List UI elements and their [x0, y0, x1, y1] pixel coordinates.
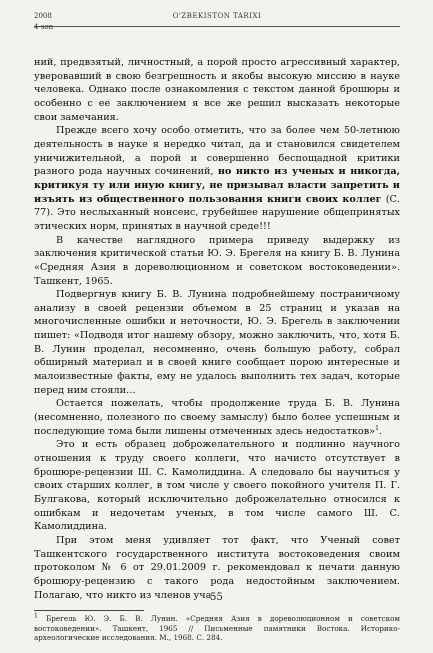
- paragraph-5-quote: [34, 397, 400, 438]
- paragraph-text: Остается пожелать, чтобы продолжение труда Б. В. Лунина (несомненно, полезного по своему замыслу) было более успешным и последующие тома были лишены отмеченных здесь недостатков»: [34, 398, 400, 437]
- paragraph-4-quote: [34, 288, 400, 397]
- header-year: 2008: [34, 12, 52, 20]
- paragraph-text: (С. 77). Это неслыханный нонсенс, грубейшее нарушение общепринятых этических норм, принятых в научной среде!!!: [34, 193, 401, 232]
- footnote-divider: [34, 610, 144, 611]
- running-header: [34, 12, 400, 31]
- paragraph-3: [34, 234, 400, 289]
- bold-emphasis: но никто из ученых и никогда, критикуя ту или иную книгу, не призывал власти запретить и изъять из общественного пользования книги своих коллег: [34, 166, 400, 205]
- page-number: 55: [210, 592, 223, 603]
- paragraph-2: [34, 124, 400, 233]
- paragraph-text: В качестве наглядного примера приведу выдержку из заключения критической статьи Ю. Э. Брегеля на книгу Б. В. Лунина «Средняя Азия в дореволюционном и советском востоковедении». Ташкент, 1965.: [34, 234, 400, 287]
- footnote-reference: 1: [375, 424, 379, 432]
- footnote-text: Брегель Ю. Э. Б. В. Лунин. «Средняя Азия в дореволюционном и советском востоковедении». Ташкент, 1965 // Письменные памятники Востока. Историко-археологические исследования. М., 1968. С. 284.: [34, 614, 400, 643]
- paragraph-text: Подвергнув книгу Б. В. Лунина подробнейшему постраничному анализу в своей рецензии объемом в 25 страниц и указав на многочисленные ошибки и неточности, Ю. Э. Брегель в заключении пишет: «Подводя итог нашему обзору, можно заключить, что, хотя Б. В. Лунин проделал, несомненно, очень большую работу, собрал обширный материал и в своей книге сообщает порою интересные и малоизвестные факты, ему не удалось выполнить тех задач, которые перед ним стояли…: [34, 289, 400, 396]
- header-issue: 4-son: [34, 23, 54, 31]
- paragraph-text: При этом меня удивляет тот факт, что Ученый совет Ташкентского государственного института востоковедения своим протоколом № 6 от 29.01.2009 г. рекомендовал к печати данную брошюру-рецензию с такого рода недостойным заключением. Полагаю, что никто из членов уча-: [34, 534, 400, 601]
- footnote-mark: 1: [34, 612, 38, 620]
- header-journal-title: O'ZBEKISTON TARIXI: [172, 12, 262, 20]
- paragraph-6: [34, 438, 400, 534]
- main-text: [34, 56, 400, 642]
- paragraph-text: Прежде всего хочу особо отметить, что за более чем 50-летнюю деятельность в науке я нередко читал, да и становился свидетелем уничижительной, а порой и совершенно беспощадной критики разного рода научных сочинений,: [34, 125, 400, 178]
- paragraph-text: .: [378, 425, 383, 437]
- footnote: [34, 614, 400, 642]
- paragraph-1: [34, 56, 400, 124]
- paragraph-text: ний, предвзятый, личностный, а порой просто агрессивный характер, уверовавший в свою безгрешность и якобы высокую миссию в науке человека. Однако после ознакомления с текстом данной брошюры и особенно с ее заключением я все же решил высказать некоторые свои замечания.: [34, 57, 400, 123]
- paragraph-text: Это и есть образец доброжелательного и подлинно научного отношения к труду своего коллеги, что начисто отсутствует в брошюре-рецензии Ш. С. Камолиддина. А следовало бы научиться у своих старших коллег, в том числе у своего покойного учителя П. Г. Булгакова, который исключительно доброжелательно относился к ошибкам и недочетам ученых, в том числе самого Ш. С. Камолиддина.: [34, 439, 400, 533]
